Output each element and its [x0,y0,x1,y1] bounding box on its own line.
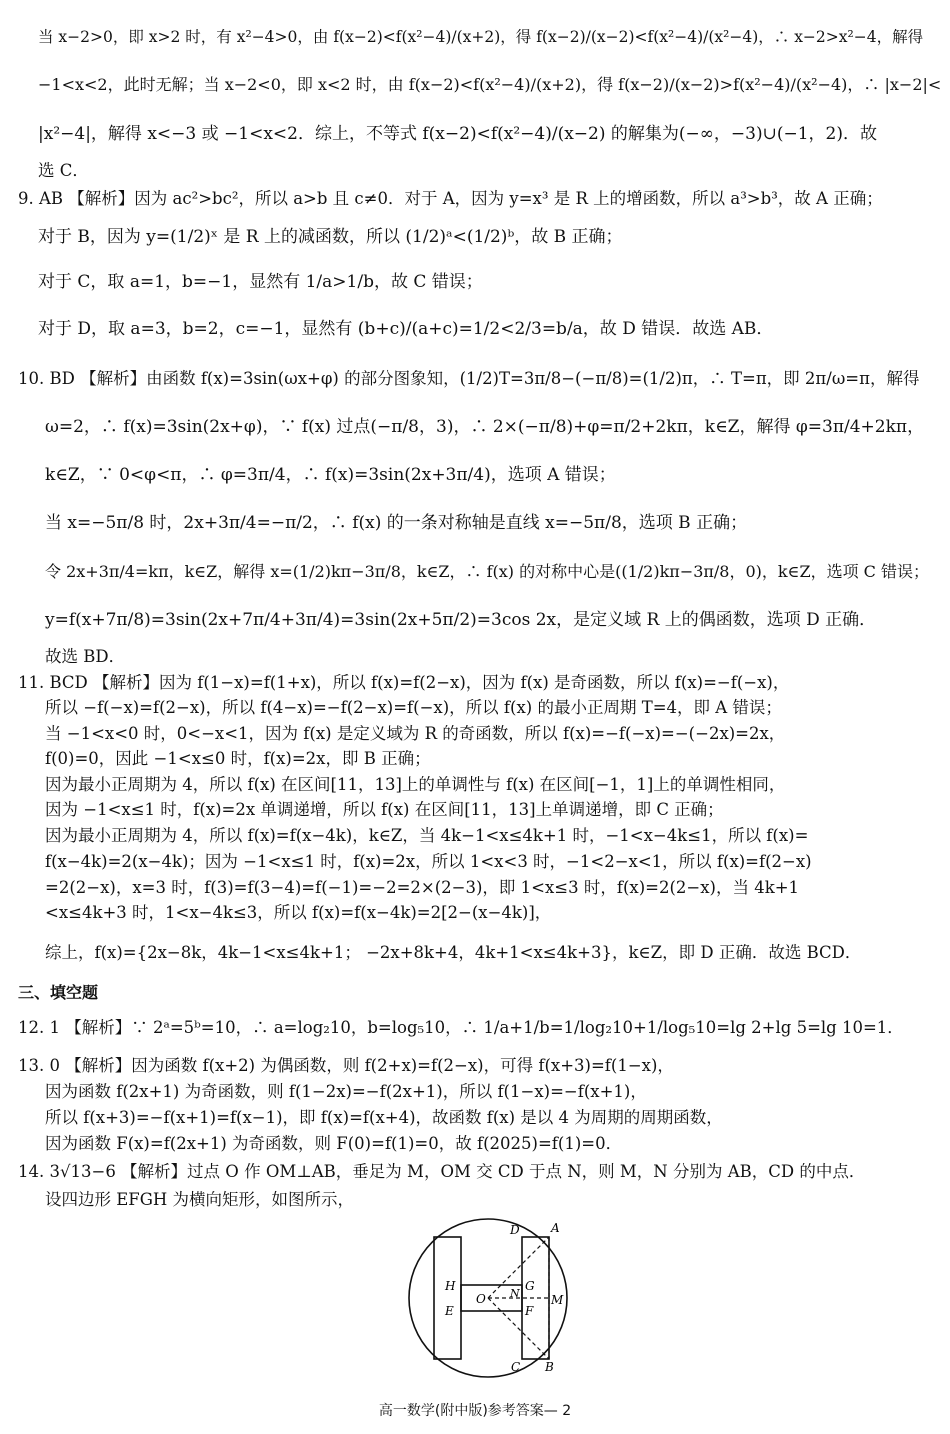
label-g: G [525,1279,535,1293]
text-line: f(0)=0，因此 −1<x≤0 时，f(x)=2x，即 B 正确； [45,749,431,768]
text-line: 9. AB 【解析】因为 ac²>bc²，所以 a>b 且 c≠0．对于 A，因为 y=x³ 是 R 上的增函数，所以 a³>b³，故 A 正确； [18,189,883,208]
text-line: 因为 −1<x≤1 时，f(x)=2x 单调递增，所以 f(x) 在区间[11，13]上单调递增，即 C 正确； [45,800,724,819]
text-line: 10. BD 【解析】由函数 f(x)=3sin(ωx+φ) 的部分图象知，(1/2)T=3π/8−(−π/8)=(1/2)π，∴ T=π，即 2π/ω=π，解得 [18,369,920,388]
text-line: 选 C． [38,161,89,180]
text-line: −1<x<2，此时无解；当 x−2<0，即 x<2 时，由 f(x−2)<f(x²−4)/(x+2)，得 f(x−2)/(x−2)>f(x²−4)/(x²−4)，∴ |x−2|< [38,75,942,94]
label-b: B [545,1360,554,1374]
text-line: 因为函数 f(2x+1) 为奇函数，则 f(1−2x)=−f(2x+1)，所以 f(1−x)=−f(x+1)， [45,1082,647,1101]
text-line: 当 x−2>0，即 x>2 时，有 x²−4>0，由 f(x−2)<f(x²−4)/(x+2)，得 f(x−2)/(x−2)<f(x²−4)/(x²−4)，∴ x−2>x²−4，解得 [38,28,924,46]
label-e: E [445,1304,454,1318]
page-footer: 高一数学(附中版)参考答案— 2 [378,1403,572,1419]
label-o: O [476,1292,486,1306]
label-f: F [525,1304,534,1318]
text-line: <x≤4k+3 时，1<x−4k≤3，所以 f(x)=f(x−4k)=2[2−(x−4k)]， [45,903,552,922]
text-line: 14. 3√13−6 【解析】过点 O 作 OM⊥AB，垂足为 M，OM 交 CD 于点 N，则 M，N 分别为 AB，CD 的中点． [18,1162,866,1181]
label-c: C [511,1360,521,1374]
text-line: 当 x=−5π/8 时，2x+3π/4=−π/2，∴ f(x) 的一条对称轴是直线 x=−5π/8，选项 B 正确； [45,513,748,533]
text-line: |x²−4|，解得 x<−3 或 −1<x<2．综上，不等式 f(x−2)<f(x²−4)/(x−2) 的解集为(−∞，−3)∪(−1，2)．故 [38,124,878,144]
text-line: 所以 f(x+3)=−f(x+1)=f(x−1)，即 f(x)=f(x+4)，故函数 f(x) 是以 4 为周期的周期函数， [45,1108,723,1127]
text-line: 令 2x+3π/4=kπ，k∈Z，解得 x=(1/2)kπ−3π/8，k∈Z，∴ f(x) 的对称中心是((1/2)kπ−3π/8，0)，k∈Z，选项 C 错误； [45,562,929,581]
text-line: 因为函数 F(x)=f(2x+1) 为奇函数，则 F(0)=f(1)=0，故 f(2025)=f(1)=0． [45,1134,623,1153]
text-line: 当 −1<x<0 时，0<−x<1，因为 f(x) 是定义域为 R 的奇函数，所以 f(x)=−f(−x)=−(−2x)=2x， [45,724,786,743]
text-line: 综上，f(x)={2x−8k，4k−1<x≤4k+1； −2x+8k+4，4k+1<x≤4k+3}，k∈Z，即 D 正确．故选 BCD． [45,943,862,962]
text-line: 12. 1 【解析】∵ 2ᵃ=5ᵇ=10，∴ a=log₂10，b=log₅10，∴ 1/a+1/b=1/log₂10+1/log₅10=lg 2+lg 5=lg 10=1． [18,1018,904,1037]
text-line: 对于 D，取 a=3，b=2，c=−1，显然有 (b+c)/(a+c)=1/2<2/3=b/a，故 D 错误．故选 AB． [38,319,774,339]
text-line: k∈Z，∵ 0<φ<π，∴ φ=3π/4，∴ f(x)=3sin(2x+3π/4)，选项 A 错误； [45,465,616,485]
dash-ob [488,1298,549,1359]
text-line: ω=2，∴ f(x)=3sin(2x+φ)，∵ f(x) 过点(−π/8，3)，∴ 2×(−π/8)+φ=π/2+2kπ，k∈Z，解得 φ=3π/4+2kπ， [45,417,925,437]
geometry-figure [400,1218,590,1378]
label-m: M [551,1293,564,1307]
label-a: A [551,1221,560,1235]
text-line: 13. 0 【解析】因为函数 f(x+2) 为偶函数，则 f(2+x)=f(2−x)，可得 f(x+3)=f(1−x)， [18,1056,674,1075]
text-line: 对于 C，取 a=1，b=−1，显然有 1/a>1/b，故 C 错误； [38,272,483,292]
text-line: 因为最小正周期为 4，所以 f(x) 在区间[11，13]上的单调性与 f(x) 在区间[−1，1]上的单调性相同， [45,775,786,794]
text-line: =2(2−x)，x=3 时，f(3)=f(3−4)=f(−1)=−2=2×(2−3)，即 1<x≤3 时，f(x)=2(2−x)，当 4k+1 [45,878,800,897]
label-n: N [510,1287,520,1300]
label-d: D [510,1223,520,1237]
text-line: 设四边形 EFGH 为横向矩形，如图所示， [45,1190,355,1209]
text-line: f(x−4k)=2(x−4k)；因为 −1<x≤1 时，f(x)=2x，所以 1<x<3 时，−1<2−x<1，所以 f(x)=f(2−x) [45,852,812,871]
section-heading: 三、填空题 [18,983,99,1002]
text-line: 对于 B，因为 y=(1/2)ˣ 是 R 上的减函数，所以 (1/2)ᵃ<(1/2)ᵇ，故 B 正确； [38,227,623,247]
left-rectangle [434,1237,461,1359]
text-line: 11. BCD 【解析】因为 f(1−x)=f(1+x)，所以 f(x)=f(2−x)，因为 f(x) 是奇函数，所以 f(x)=−f(−x)， [18,673,790,692]
text-line: 所以 −f(−x)=f(2−x)，所以 f(4−x)=−f(2−x)=f(−x)，所以 f(x) 的最小正周期 T=4，即 A 错误； [45,698,782,717]
text-line: 因为最小正周期为 4，所以 f(x)=f(x−4k)，k∈Z，当 4k−1<x≤4k+1 时，−1<x−4k≤1，所以 f(x)= [45,826,809,845]
label-h: H [445,1279,456,1293]
text-line: 故选 BD． [45,647,126,666]
text-line: y=f(x+7π/8)=3sin(2x+7π/4+3π/4)=3sin(2x+5π/2)=3cos 2x，是定义域 R 上的偶函数，选项 D 正确． [45,610,877,630]
